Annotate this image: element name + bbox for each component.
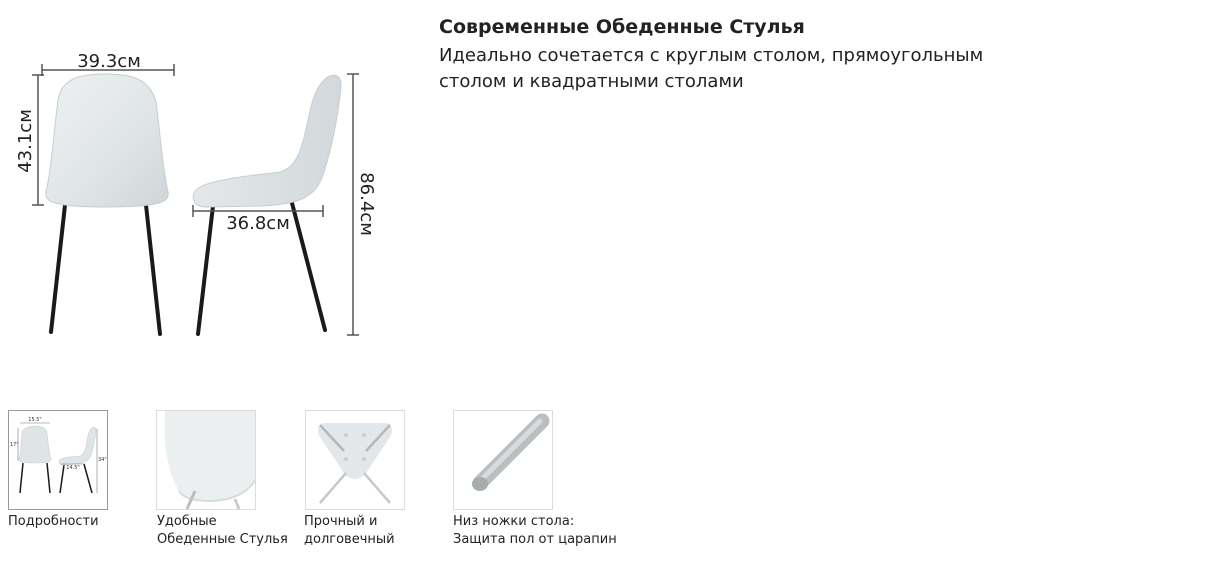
caption-line: Подробности bbox=[8, 514, 99, 529]
thumbnail-details-caption bbox=[8, 513, 99, 531]
product-description bbox=[439, 43, 1039, 95]
thumbnail-label: 34" bbox=[98, 457, 107, 463]
thumbnail-leg-cap-caption bbox=[453, 513, 617, 549]
front-chair bbox=[46, 74, 168, 334]
dimension-seat-width-label: 39.3см bbox=[77, 51, 141, 72]
product-title: Современные Обеденные Стулья bbox=[439, 16, 805, 38]
product-description-line: Идеально сочетается с круглым столом, прямоугольным bbox=[439, 45, 984, 66]
caption-line: Обеденные Стулья bbox=[157, 532, 288, 547]
thumbnail-details[interactable] bbox=[8, 410, 108, 510]
product-heading bbox=[439, 14, 1039, 95]
dimension-seat-depth-label: 36.8см bbox=[226, 213, 290, 234]
caption-line: Защита пол от царапин bbox=[453, 532, 617, 547]
thumbnail-label: 14.5" bbox=[66, 465, 80, 471]
thumbnail-durable-caption bbox=[304, 513, 395, 549]
thumbnail-leg-cap[interactable] bbox=[453, 410, 553, 510]
product-description-line: столом и квадратными столами bbox=[439, 71, 744, 92]
thumbnail-durable[interactable] bbox=[305, 410, 405, 510]
dimension-total-height-label: 86.4см bbox=[356, 172, 377, 236]
thumbnail-comfortable-caption bbox=[157, 513, 288, 549]
caption-line: Удобные bbox=[157, 514, 217, 529]
side-chair bbox=[193, 75, 341, 334]
thumbnail-label: 15.5" bbox=[28, 417, 42, 423]
thumbnail-label: 17" bbox=[10, 442, 19, 448]
caption-line: Низ ножки стола: bbox=[453, 514, 575, 529]
thumbnail-comfortable[interactable] bbox=[156, 410, 256, 510]
product-image bbox=[0, 0, 400, 360]
caption-line: Прочный и bbox=[304, 514, 378, 529]
caption-line: долговечный bbox=[304, 532, 395, 547]
dimension-back-height-label: 43.1см bbox=[15, 109, 36, 173]
